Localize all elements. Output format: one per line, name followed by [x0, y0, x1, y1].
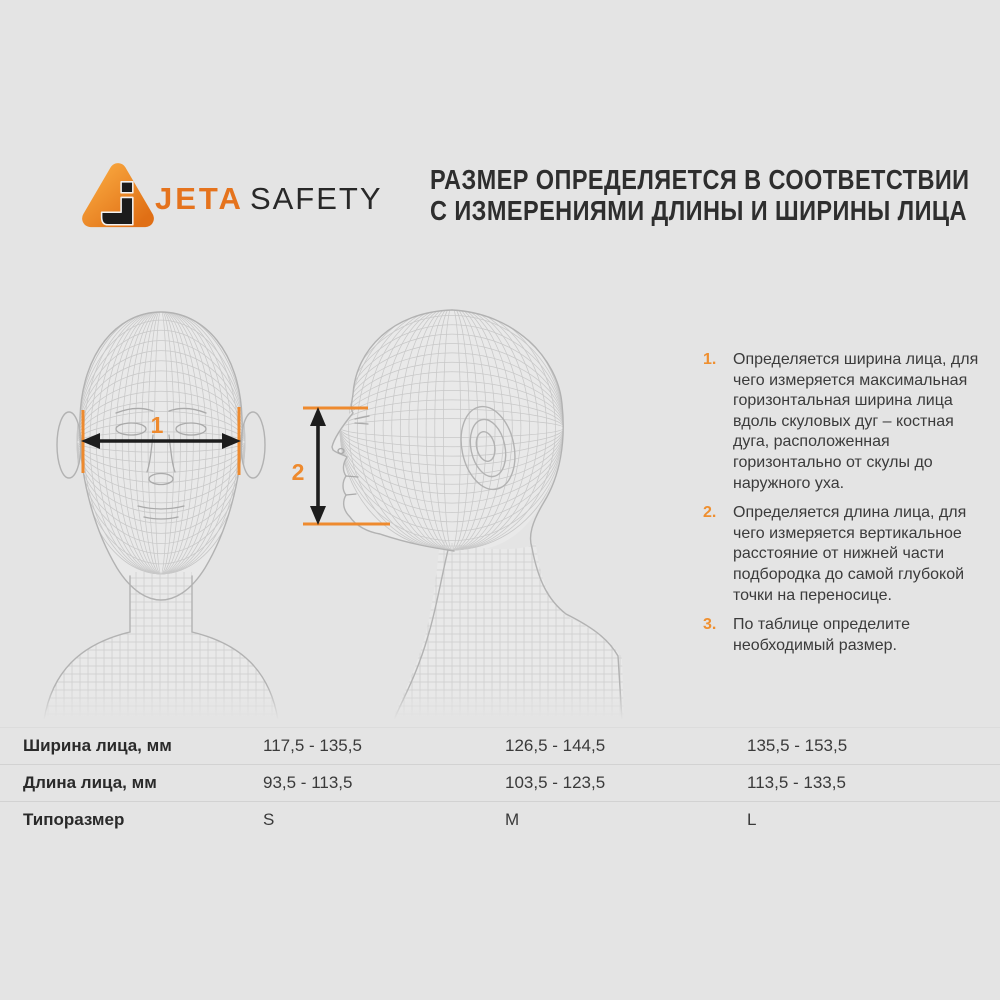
cell-m: 126,5 - 144,5	[505, 736, 606, 755]
step-number: 3.	[703, 616, 717, 634]
step-text: Определяется длина лица, для чего измеряется вертикальное расстояние от нижней части подбородка до самой глубокой точки на переносице.	[733, 504, 967, 604]
length-measure-label: 2	[291, 459, 305, 485]
row-label: Длина лица, мм	[23, 773, 157, 792]
row-label: Типоразмер	[23, 810, 125, 829]
table-row-face-width	[0, 728, 1000, 765]
brand-jeta: JETA	[155, 181, 244, 216]
size-table	[0, 727, 1000, 838]
table-row-face-length	[0, 765, 1000, 802]
brand-safety: SAFETY	[249, 181, 383, 216]
table-row-size	[0, 802, 1000, 838]
title-line-1: РАЗМЕР ОПРЕДЕЛЯЕТСЯ В СООТВЕТСТВИИ	[430, 164, 970, 195]
instruction-step-1	[703, 350, 991, 494]
brand-wordmark	[155, 181, 383, 217]
cell-l: L	[747, 810, 757, 829]
cell-s: 93,5 - 113,5	[263, 773, 353, 792]
instruction-step-2	[703, 503, 991, 606]
cell-s: S	[263, 810, 275, 829]
step-text: По таблице определите необходимый размер.	[733, 616, 910, 654]
face-measurement-diagram	[20, 280, 680, 720]
cell-m: M	[505, 810, 520, 829]
page-title	[430, 164, 984, 226]
step-number: 2.	[703, 504, 717, 522]
jeta-logo-icon	[79, 158, 157, 240]
instruction-list	[703, 350, 988, 665]
title-line-2: С ИЗМЕРЕНИЯМИ ДЛИНЫ И ШИРИНЫ ЛИЦА	[430, 195, 967, 226]
width-measure-label: 1	[150, 412, 164, 438]
step-number: 1.	[703, 351, 717, 368]
cell-s: 117,5 - 135,5	[263, 736, 362, 755]
cell-l: 135,5 - 153,5	[747, 736, 848, 755]
row-label: Ширина лица, мм	[23, 736, 172, 755]
cell-l: 113,5 - 133,5	[747, 773, 846, 792]
step-text: Определяется ширина лица, для чего измеряется максимальная горизонтальная ширина лица вдоль скуловых дуг – костная дуга, расположенная горизонтально от скулы до наружного уха.	[733, 351, 979, 492]
figure-fade	[20, 686, 680, 720]
cell-m: 103,5 - 123,5	[505, 773, 606, 792]
instruction-step-3	[703, 615, 991, 656]
front-head-figure	[40, 310, 282, 720]
side-head-figure	[332, 306, 640, 720]
